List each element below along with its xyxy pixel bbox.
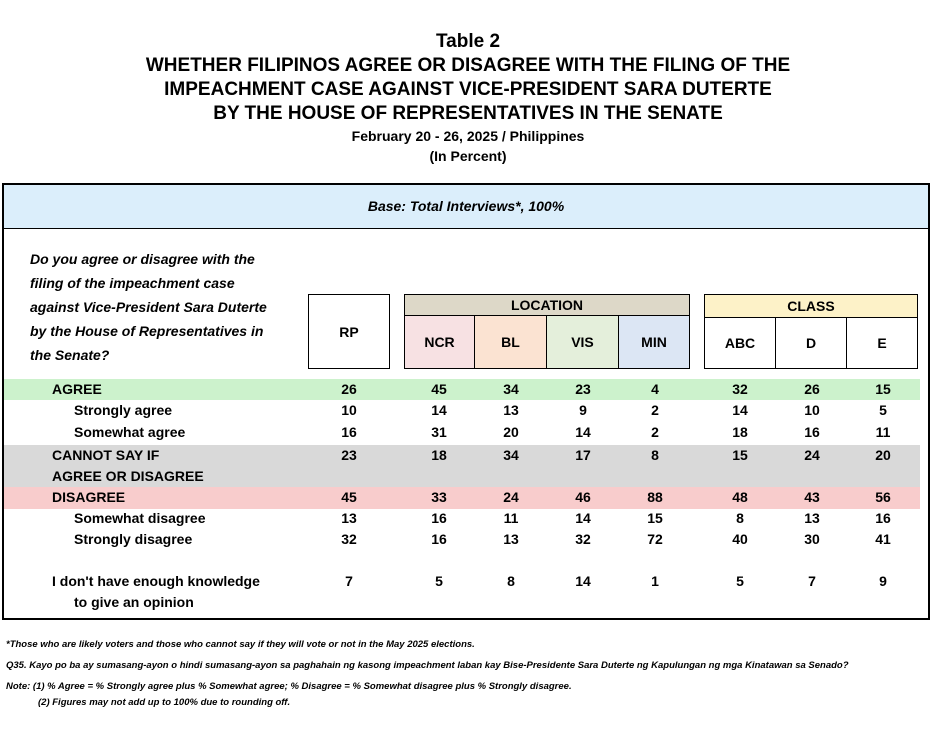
header-rp: RP [308, 294, 390, 369]
cell-bl: 34 [503, 381, 519, 397]
cell-e: 20 [875, 447, 891, 463]
cell-e: 15 [875, 381, 891, 397]
question-line-1: Do you agree or disagree with the [30, 251, 255, 267]
cell-abc: 48 [732, 489, 748, 505]
cell-vis: 17 [575, 447, 591, 463]
cell-bl: 24 [503, 489, 519, 505]
row-label: AGREE [52, 381, 102, 397]
cell-abc: 15 [732, 447, 748, 463]
cell-min: 4 [651, 381, 659, 397]
row-label: CANNOT SAY IF [52, 447, 160, 463]
cell-abc: 14 [732, 402, 748, 418]
cell-bl: 20 [503, 424, 519, 440]
cell-vis: 23 [575, 381, 591, 397]
unit-line: (In Percent) [429, 148, 507, 164]
cell-bl: 13 [503, 531, 519, 547]
cell-abc: 40 [732, 531, 748, 547]
question-line-5: the Senate? [30, 347, 110, 363]
cell-abc: 18 [732, 424, 748, 440]
cell-abc: 8 [736, 510, 744, 526]
cell-d: 30 [804, 531, 820, 547]
table-row [4, 508, 920, 529]
footnote-q35: Q35. Kayo po ba ay sumasang-ayon o hindi sumasang-ayon sa paghahain ng kasong impeachment laban kay Bise-Presidente Sara Duterte ng Kapulungan ng mga Kinatawan sa Senado? [6, 660, 849, 671]
title-line-1: WHETHER FILIPINOS AGREE OR DISAGREE WITH THE FILING OF THE [145, 55, 791, 76]
header-d: D [776, 318, 847, 369]
table-row [4, 445, 920, 487]
title-line-3: BY THE HOUSE OF REPRESENTATIVES IN THE SENATE [213, 103, 723, 124]
cell-rp: 45 [341, 489, 357, 505]
header-class-group: CLASS [704, 294, 918, 318]
table-row [4, 529, 920, 550]
footnote-note-2: (2) Figures may not add up to 100% due to rounding off. [38, 697, 291, 708]
cell-vis: 14 [575, 424, 591, 440]
header-e: E [847, 318, 918, 369]
cell-min: 1 [651, 573, 659, 589]
cell-bl: 13 [503, 402, 519, 418]
cell-e: 16 [875, 510, 891, 526]
header-bl: BL [475, 316, 547, 369]
cell-min: 2 [651, 402, 659, 418]
cell-d: 24 [804, 447, 820, 463]
cell-min: 72 [647, 531, 663, 547]
base-bar: Base: Total Interviews*, 100% [4, 185, 928, 229]
table-row [4, 400, 920, 421]
survey-table [2, 183, 930, 620]
header-min: MIN [619, 316, 690, 369]
cell-ncr: 16 [431, 531, 447, 547]
header-vis: VIS [547, 316, 619, 369]
cell-rp: 16 [341, 424, 357, 440]
cell-abc: 32 [732, 381, 748, 397]
cell-min: 15 [647, 510, 663, 526]
row-label: Somewhat agree [74, 424, 186, 440]
question-line-3: against Vice-President Sara Duterte [30, 299, 267, 315]
footnote-note-1: Note: (1) % Agree = % Strongly agree plus % Somewhat agree; % Disagree = % Somewhat disagree plus % Strongly disagree. [6, 681, 572, 692]
cell-vis: 14 [575, 573, 591, 589]
cell-d: 7 [808, 573, 816, 589]
question-line-2: filing of the impeachment case [30, 275, 235, 291]
header-location-group: LOCATION [404, 294, 690, 316]
cell-abc: 5 [736, 573, 744, 589]
cell-e: 56 [875, 489, 891, 505]
cell-bl: 34 [503, 447, 519, 463]
table-number: Table 2 [435, 31, 501, 52]
cell-ncr: 45 [431, 381, 447, 397]
cell-min: 2 [651, 424, 659, 440]
question-text [30, 247, 300, 367]
cell-e: 11 [875, 424, 891, 440]
cell-vis: 14 [575, 510, 591, 526]
cell-ncr: 16 [431, 510, 447, 526]
cell-rp: 13 [341, 510, 357, 526]
cell-vis: 46 [575, 489, 591, 505]
cell-d: 16 [804, 424, 820, 440]
row-label-line-2: AGREE OR DISAGREE [52, 468, 204, 484]
row-label: I don't have enough knowledge [52, 573, 260, 589]
row-label: Strongly disagree [74, 531, 193, 547]
table-row [4, 487, 920, 508]
table-row [4, 422, 920, 443]
cell-min: 8 [651, 447, 659, 463]
cell-ncr: 14 [431, 402, 447, 418]
question-line-4: by the House of Representatives in [30, 323, 264, 339]
row-label: Somewhat disagree [74, 510, 206, 526]
row-label: Strongly agree [74, 402, 173, 418]
cell-bl: 11 [503, 510, 519, 526]
cell-vis: 9 [579, 402, 587, 418]
footnote-asterisk: *Those who are likely voters and those who cannot say if they will vote or not in the May 2025 elections. [6, 639, 475, 650]
row-label: DISAGREE [52, 489, 126, 505]
cell-e: 9 [879, 573, 887, 589]
cell-d: 43 [804, 489, 820, 505]
row-label-line-2: to give an opinion [74, 594, 194, 610]
table-row [4, 379, 920, 400]
cell-rp: 7 [345, 573, 353, 589]
table-row [4, 571, 920, 613]
cell-bl: 8 [507, 573, 515, 589]
cell-rp: 26 [341, 381, 357, 397]
cell-ncr: 33 [431, 489, 447, 505]
header-ncr: NCR [404, 316, 475, 369]
cell-e: 41 [875, 531, 891, 547]
cell-d: 10 [804, 402, 820, 418]
cell-rp: 23 [341, 447, 357, 463]
cell-vis: 32 [575, 531, 591, 547]
cell-e: 5 [879, 402, 887, 418]
cell-ncr: 5 [435, 573, 443, 589]
cell-d: 26 [804, 381, 820, 397]
cell-d: 13 [804, 510, 820, 526]
header-abc: ABC [704, 318, 776, 369]
title-line-2: IMPEACHMENT CASE AGAINST VICE-PRESIDENT SARA DUTERTE [164, 79, 772, 100]
cell-ncr: 18 [431, 447, 447, 463]
cell-rp: 32 [341, 531, 357, 547]
title-block [0, 30, 936, 166]
cell-ncr: 31 [431, 424, 447, 440]
cell-min: 88 [647, 489, 663, 505]
cell-rp: 10 [341, 402, 357, 418]
date-line: February 20 - 26, 2025 / Philippines [351, 128, 585, 144]
